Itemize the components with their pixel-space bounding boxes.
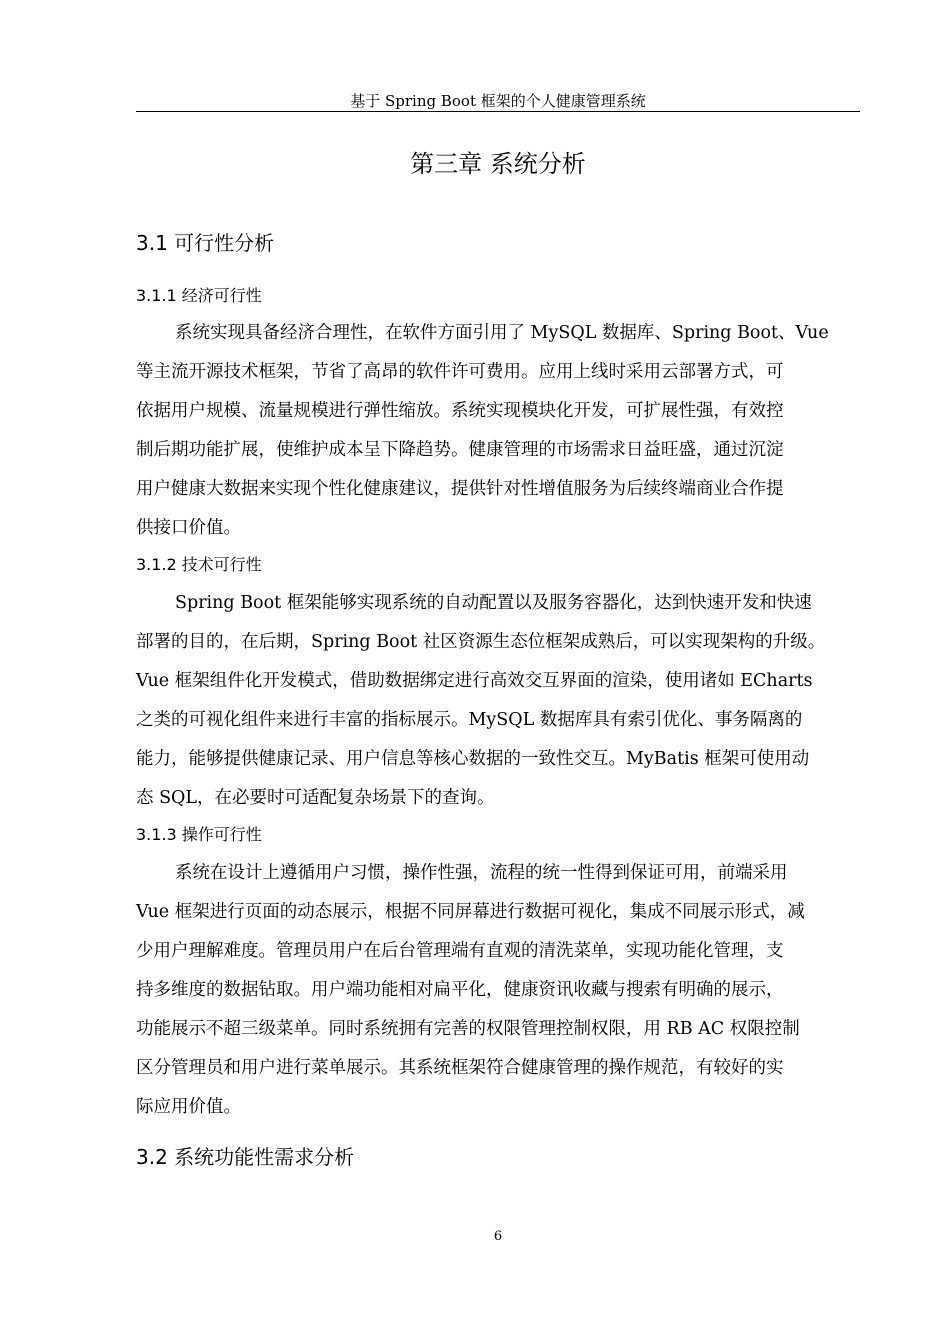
text-line: 区分管理员和用户进行菜单展示。其系统框架符合健康管理的操作规范，有较好的实 [136, 1058, 784, 1078]
header-rule [136, 111, 860, 112]
text-line: 际应用价值。 [136, 1097, 241, 1117]
text-line: 少用户理解难度。管理员用户在后台管理端有直观的清洗菜单，实现功能化管理，支 [136, 941, 784, 961]
section-heading-3-1: 3.1 可行性分析 [136, 231, 275, 255]
chapter-title: 第三章 系统分析 [410, 150, 586, 178]
text-line: 制后期功能扩展，使维护成本呈下降趋势。健康管理的市场需求日益旺盛，通过沉淀 [136, 440, 784, 460]
text-line: 供接口价值。 [136, 518, 241, 538]
text-line: 部署的目的，在后期，Spring Boot 社区资源生态位框架成熟后，可以实现架构的升级。 [136, 632, 826, 652]
paragraph-operational-feasibility [136, 854, 860, 1127]
subsection-heading-3-1-3: 3.1.3 操作可行性 [136, 825, 262, 844]
text-line: 态 SQL，在必要时可适配复杂场景下的查询。 [136, 788, 495, 808]
text-line: 系统实现具备经济合理性，在软件方面引用了 MySQL 数据库、Spring Boot、Vue [175, 323, 829, 343]
text-line: Vue 框架组件化开发模式，借助数据绑定进行高效交互界面的渲染，使用诸如 ECharts [136, 671, 813, 691]
running-header: 基于 Spring Boot 框架的个人健康管理系统 [350, 92, 646, 110]
page-number: 6 [493, 1229, 503, 1244]
text-line: 功能展示不超三级菜单。同时系统拥有完善的权限管理控制权限，用 RB AC 权限控制 [136, 1019, 800, 1039]
text-line: 用户健康大数据来实现个性化健康建议，提供针对性增值服务为后续终端商业合作提 [136, 479, 784, 499]
text-line: 之类的可视化组件来进行丰富的指标展示。MySQL 数据库具有索引优化、事务隔离的 [136, 710, 803, 730]
text-line: 能力，能够提供健康记录、用户信息等核心数据的一致性交互。MyBatis 框架可使用动 [136, 749, 810, 769]
subsection-heading-3-1-1: 3.1.1 经济可行性 [136, 286, 262, 305]
section-heading-3-2: 3.2 系统功能性需求分析 [136, 1145, 355, 1169]
paragraph-economic-feasibility [136, 314, 860, 548]
paragraph-technical-feasibility [136, 584, 860, 818]
subsection-heading-3-1-2: 3.1.2 技术可行性 [136, 555, 262, 574]
text-line: Vue 框架进行页面的动态展示，根据不同屏幕进行数据可视化，集成不同展示形式，减 [136, 902, 805, 922]
text-line: 等主流开源技术框架，节省了高昂的软件许可费用。应用上线时采用云部署方式，可 [136, 362, 784, 382]
text-line: Spring Boot 框架能够实现系统的自动配置以及服务容器化，达到快速开发和快速 [175, 593, 812, 613]
text-line: 系统在设计上遵循用户习惯，操作性强，流程的统一性得到保证可用，前端采用 [175, 863, 788, 883]
text-line: 持多维度的数据钻取。用户端功能相对扁平化，健康资讯收藏与搜索有明确的展示， [136, 980, 784, 1000]
text-line: 依据用户规模、流量规模进行弹性缩放。系统实现模块化开发，可扩展性强，有效控 [136, 401, 784, 421]
